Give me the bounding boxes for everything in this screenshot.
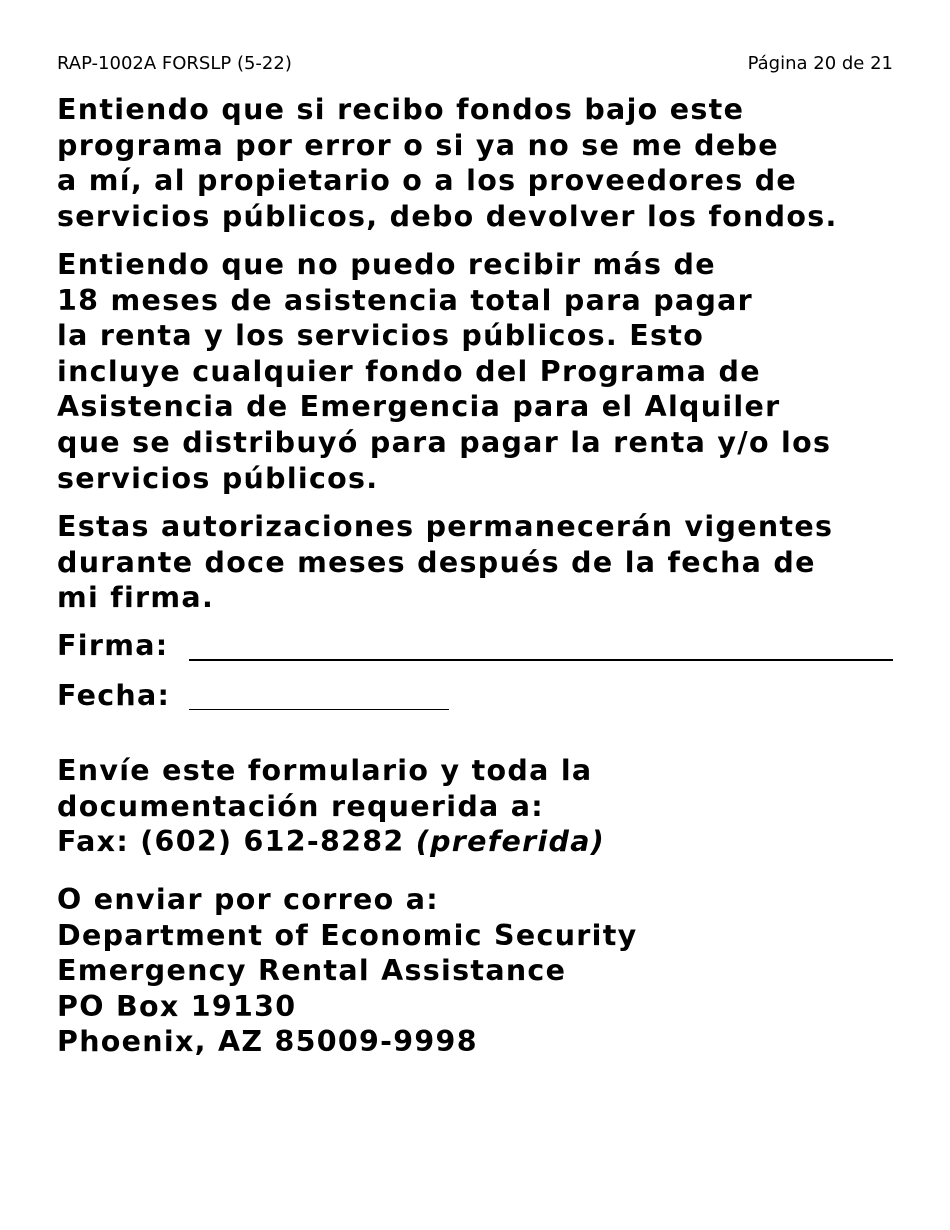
fax-number: Fax: (602) 612-8282 — [57, 825, 405, 859]
signature-label: Firma: — [57, 629, 169, 662]
mailing-address — [57, 882, 893, 1060]
text-line: servicios públicos. — [57, 461, 379, 495]
text-line: servicios públicos, debo devolver los fondos. — [57, 199, 838, 233]
fax-note: (preferida) — [415, 825, 606, 859]
text-line: programa por error o si ya no se me debe — [57, 128, 779, 162]
text-line: a mí, al propietario o a los proveedores de — [57, 164, 798, 198]
date-label: Fecha: — [57, 679, 171, 712]
page-header — [57, 52, 893, 76]
text-line: Estas autorizaciones permanecerán vigentes — [57, 510, 834, 543]
signature-row — [57, 628, 893, 664]
date-row — [57, 678, 893, 714]
send-instructions — [57, 753, 893, 860]
text-line: mi firma. — [57, 581, 215, 615]
mail-intro: O enviar por correo a: — [57, 883, 439, 916]
text-line: Entiendo que si recibo fondos bajo este — [57, 93, 745, 126]
text-line: Asistencia de Emergencia para el Alquiler — [57, 390, 781, 424]
text-line: Envíe este formulario y toda la — [57, 754, 593, 787]
page-number: Página 20 de 21 — [747, 53, 893, 74]
text-line: que se distribuyó para pagar la renta y/o los — [57, 425, 832, 459]
text-line: incluye cualquier fondo del Programa de — [57, 354, 761, 388]
address-line: PO Box 19130 — [57, 989, 297, 1023]
paragraph-refund-funds — [57, 92, 893, 234]
fax-line — [57, 824, 893, 860]
paragraph-authorization-validity — [57, 509, 893, 616]
address-line: Department of Economic Security — [57, 918, 638, 952]
address-line: Emergency Rental Assistance — [57, 954, 567, 988]
address-line: Phoenix, AZ 85009-9998 — [57, 1025, 478, 1059]
text-line: Entiendo que no puedo recibir más de — [57, 248, 716, 281]
text-line: 18 meses de asistencia total para pagar — [57, 283, 754, 317]
text-line: documentación requerida a: — [57, 789, 545, 823]
form-id: RAP-1002A FORSLP (5-22) — [57, 53, 292, 74]
signature-field[interactable] — [189, 659, 893, 661]
text-line: durante doce meses después de la fecha de — [57, 545, 816, 579]
paragraph-assistance-limit — [57, 247, 893, 496]
date-field[interactable] — [189, 709, 449, 710]
text-line: la renta y los servicios públicos. Esto — [57, 319, 705, 353]
